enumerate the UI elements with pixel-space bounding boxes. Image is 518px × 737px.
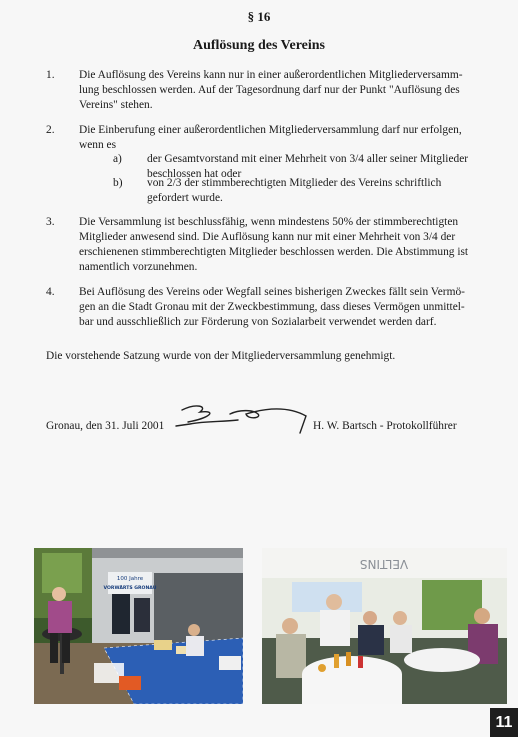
photo-bbq: [34, 548, 243, 704]
sub-item-label: a): [113, 153, 122, 165]
text-line: Die Auflösung des Vereins kann nur in einer außerordentlichen Mitgliederversamm-: [79, 69, 463, 81]
section-number: § 16: [247, 9, 271, 24]
page-title: Auflösung des Vereins: [192, 38, 325, 53]
text-line: erschienenen stimmberechtigten Mitglieder beschlossen werden. Die Abstimmung ist: [79, 246, 469, 258]
signer-name: H. W. Bartsch - Protokollführer: [313, 420, 457, 432]
text-line: Mitglieder anwesend sind. Die Auflösung kann nur mit einer Mehrheit von 3/4 der: [79, 231, 456, 243]
umbrella-text: VELTINS: [359, 557, 409, 571]
text-line: der Gesamtvorstand mit einer Mehrheit von 3/4 aller seiner Mitglieder: [147, 153, 469, 165]
item-paragraph: [79, 285, 479, 330]
text-line: Vereins" stehen.: [79, 99, 153, 111]
closing-statement: Die vorstehende Satzung wurde von der Mitgliederversammlung genehmigt.: [46, 350, 396, 362]
photo-terrace: [262, 548, 507, 704]
sub-item-text: [147, 176, 482, 206]
text-line: bar und ausschließlich zur Förderung von Sozialarbeit verwendet werden darf.: [79, 316, 437, 328]
text-line: lung beschlossen werden. Auf der Tagesordnung darf nur der Punkt "Auflösung des: [79, 84, 460, 96]
item-number: 3.: [46, 216, 55, 228]
item-number: 1.: [46, 69, 55, 81]
text-line: gefordert wurde.: [147, 192, 223, 204]
item-number: 4.: [46, 286, 55, 298]
page-number-badge: 11: [490, 708, 518, 737]
text-line: beschlossen hat oder: [147, 168, 242, 180]
text-line: gen an die Stadt Gronau mit der Zweckbestimmung, dass dieses Vermögen unmittel-: [79, 301, 465, 313]
item-paragraph: [79, 215, 479, 275]
text-line: Bei Auflösung des Vereins oder Wegfall seines bisherigen Zweckes fällt sein Vermö-: [79, 286, 465, 298]
text-line: namentlich vorzunehmen.: [79, 261, 198, 273]
text-line: wenn es: [79, 139, 117, 151]
banner-line-1: 100 Jahre: [116, 576, 144, 582]
signature: [170, 400, 310, 436]
item-number: 2.: [46, 124, 55, 136]
item-paragraph: [79, 123, 479, 153]
text-line: Die Einberufung einer außerordentlichen Mitgliederversammlung darf nur erfolgen,: [79, 124, 462, 136]
text-line: von 2/3 der stimmberechtigten Mitglieder des Vereins schriftlich: [147, 177, 442, 189]
sub-item-label: b): [113, 177, 123, 189]
banner-line-2: VORWÄRTS GRONAU: [103, 586, 157, 591]
text-line: Die Versammlung ist beschlussfähig, wenn mindestens 50% der stimmberechtigten: [79, 216, 459, 228]
place-date: Gronau, den 31. Juli 2001: [46, 420, 165, 432]
item-paragraph: [79, 68, 479, 113]
